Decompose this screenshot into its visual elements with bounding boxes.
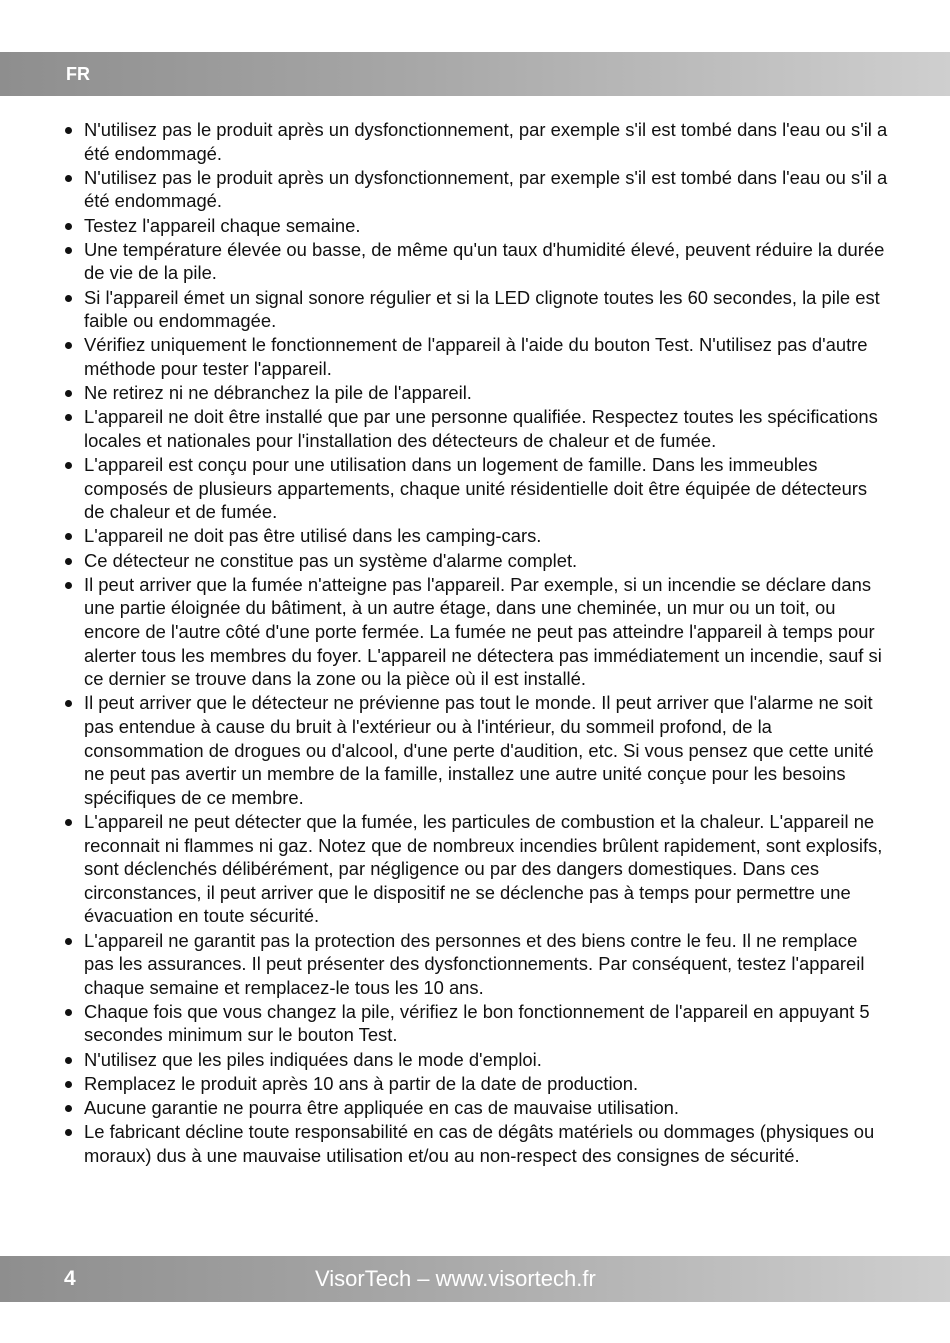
list-item: Testez l'appareil chaque semaine. [62, 214, 892, 238]
list-item: N'utilisez pas le produit après un dysfonctionnement, par exemple s'il est tombé dans l'eau ou s'il a été endommagé. [62, 166, 892, 213]
list-item: N'utilisez que les piles indiquées dans le mode d'emploi. [62, 1048, 892, 1072]
list-item: N'utilisez pas le produit après un dysfonctionnement, par exemple s'il est tombé dans l'eau ou s'il a été endommagé. [62, 118, 892, 165]
list-item: L'appareil ne peut détecter que la fumée, les particules de combustion et la chaleur. L'appareil ne reconnait ni flammes ni gaz. Notez que de nombreux incendies brûlent rapidement, sont explosifs, sont déclenchés délibérément, par négligence ou par des dangers domestiques. Dans ces circonstances, il peut arriver que le dispositif ne se déclenche pas à temps pour permettre une évacuation en toute sécurité. [62, 810, 892, 928]
list-item: Ne retirez ni ne débranchez la pile de l'appareil. [62, 381, 892, 405]
list-item: Il peut arriver que le détecteur ne prévienne pas tout le monde. Il peut arriver que l'alarme ne soit pas entendue à cause du bruit à l'extérieur ou à l'intérieur, du sommeil profond, de la consommation de drogues ou d'alcool, d'une perte d'audition, etc. Si vous pensez que cette unité ne peut pas avertir un membre de la famille, installez une autre unité conçue pour les besoins spécifiques de ce membre. [62, 691, 892, 809]
list-item: L'appareil ne doit être installé que par une personne qualifiée. Respectez toutes les spécifications locales et nationales pour l'installation des détecteurs de chaleur et de fumée. [62, 405, 892, 452]
header-bar [0, 52, 950, 96]
list-item: Il peut arriver que la fumée n'atteigne pas l'appareil. Par exemple, si un incendie se déclare dans une partie éloignée du bâtiment, à un autre étage, dans une cheminée, un mur ou un toit, ou encore de l'autre côté d'une porte fermée. La fumée ne peut pas atteindre l'appareil à temps pour alerter tous les membres du foyer. L'appareil ne détectera pas immédiatement un incendie, sauf si ce dernier se trouve dans la zone ou la pièce où il est installé. [62, 573, 892, 691]
list-item: Le fabricant décline toute responsabilité en cas de dégâts matériels ou dommages (physiques ou moraux) dus à une mauvaise utilisation et/ou au non-respect des consignes de sécurité. [62, 1120, 892, 1167]
language-label: FR [66, 64, 90, 84]
list-item: L'appareil est conçu pour une utilisation dans un logement de famille. Dans les immeubles composés de plusieurs appartements, chaque unité résidentielle doit être équipée de détecteurs de chaleur et de fumée. [62, 453, 892, 524]
page-number: 4 [64, 1267, 76, 1290]
footer-bar [0, 1256, 950, 1302]
list-item: Si l'appareil émet un signal sonore régulier et si la LED clignote toutes les 60 secondes, la pile est faible ou endommagée. [62, 286, 892, 333]
list-item: Remplacez le produit après 10 ans à partir de la date de production. [62, 1072, 892, 1096]
list-item: Une température élevée ou basse, de même qu'un taux d'humidité élevé, peuvent réduire la durée de vie de la pile. [62, 238, 892, 285]
list-item: L'appareil ne garantit pas la protection des personnes et des biens contre le feu. Il ne remplace pas les assurances. Il peut présenter des dysfonctionnements. Par conséquent, testez l'appareil chaque semaine et remplacez-le tous les 10 ans. [62, 929, 892, 1000]
list-item: Ce détecteur ne constitue pas un système d'alarme complet. [62, 549, 892, 573]
list-item: Vérifiez uniquement le fonctionnement de l'appareil à l'aide du bouton Test. N'utilisez pas d'autre méthode pour tester l'appareil. [62, 333, 892, 380]
footer-brand-url: VisorTech – www.visortech.fr [315, 1266, 596, 1291]
list-item: Aucune garantie ne pourra être appliquée en cas de mauvaise utilisation. [62, 1096, 892, 1120]
safety-instructions-list [62, 118, 892, 1168]
list-item: Chaque fois que vous changez la pile, vérifiez le bon fonctionnement de l'appareil en appuyant 5 secondes minimum sur le bouton Test. [62, 1000, 892, 1047]
list-item: L'appareil ne doit pas être utilisé dans les camping-cars. [62, 524, 892, 548]
